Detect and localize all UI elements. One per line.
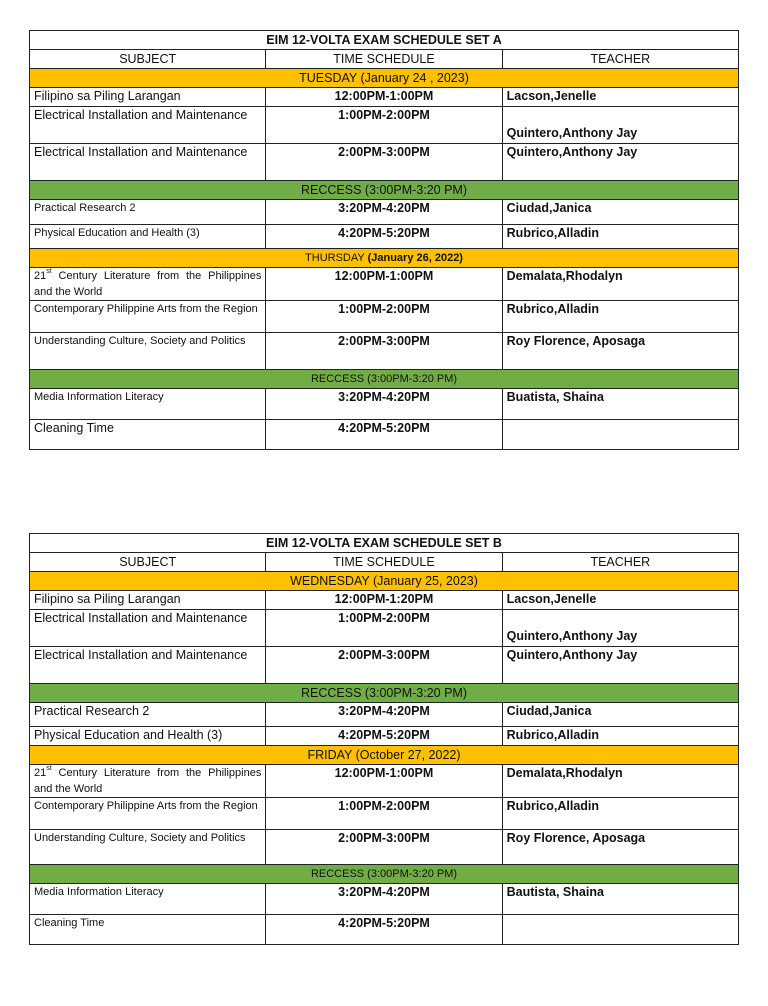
ordinal-suffix: st <box>46 268 52 275</box>
table-row <box>30 333 739 370</box>
table-row <box>30 765 739 798</box>
subject-header: SUBJECT <box>30 50 266 69</box>
day-label: TUESDAY (January 24 , 2023) <box>30 69 739 88</box>
table-row <box>30 727 739 746</box>
subject-cell: Electrical Installation and Maintenance <box>30 144 266 181</box>
day-label <box>30 249 739 268</box>
table-row <box>30 647 739 684</box>
header-row <box>30 50 739 69</box>
header-row <box>30 553 739 572</box>
time-cell: 4:20PM-5:20PM <box>266 420 502 450</box>
subject-cell: Understanding Culture, Society and Politics <box>30 333 266 370</box>
day-band <box>30 572 739 591</box>
day-band <box>30 746 739 765</box>
subject-cell: Contemporary Philippine Arts from the Region <box>30 798 266 830</box>
time-cell: 1:00PM-2:00PM <box>266 107 502 144</box>
subject-cell: Filipino sa Piling Larangan <box>30 591 266 610</box>
teacher-cell: Rubrico,Alladin <box>502 301 738 333</box>
time-cell: 1:00PM-2:00PM <box>266 301 502 333</box>
subject-cell: Physical Education and Health (3) <box>30 225 266 249</box>
time-cell: 1:00PM-2:00PM <box>266 798 502 830</box>
table-row <box>30 420 739 450</box>
subject-cell: Physical Education and Health (3) <box>30 727 266 746</box>
schedule-table-set-a <box>29 30 739 450</box>
subject-cell: Electrical Installation and Maintenance <box>30 647 266 684</box>
time-cell: 3:20PM-4:20PM <box>266 884 502 915</box>
time-header: TIME SCHEDULE <box>266 553 502 572</box>
teacher-cell <box>502 420 738 450</box>
ordinal-suffix: st <box>46 765 52 772</box>
table-row <box>30 703 739 727</box>
time-cell: 3:20PM-4:20PM <box>266 389 502 420</box>
subject-cell: Cleaning Time <box>30 915 266 945</box>
teacher-cell: Lacson,Jenelle <box>502 591 738 610</box>
time-cell: 2:00PM-3:00PM <box>266 144 502 181</box>
time-cell: 2:00PM-3:00PM <box>266 647 502 684</box>
recess-label: RECCESS (3:00PM-3:20 PM) <box>30 370 739 389</box>
recess-band <box>30 684 739 703</box>
day-label: FRIDAY (October 27, 2022) <box>30 746 739 765</box>
teacher-cell: Roy Florence, Aposaga <box>502 830 738 865</box>
table-row <box>30 225 739 249</box>
teacher-cell: Quintero,Anthony Jay <box>502 144 738 181</box>
subject-cell: Cleaning Time <box>30 420 266 450</box>
table-row <box>30 301 739 333</box>
recess-label: RECCESS (3:00PM-3:20 PM) <box>30 181 739 200</box>
time-cell: 12:00PM-1:00PM <box>266 765 502 798</box>
table-title: EIM 12-VOLTA EXAM SCHEDULE SET A <box>30 31 739 50</box>
subject-cell: Contemporary Philippine Arts from the Region <box>30 301 266 333</box>
table-title-row <box>30 534 739 553</box>
teacher-cell: Ciudad,Janica <box>502 703 738 727</box>
table-row <box>30 268 739 301</box>
teacher-cell: Rubrico,Alladin <box>502 225 738 249</box>
time-cell: 2:00PM-3:00PM <box>266 830 502 865</box>
subject-header: SUBJECT <box>30 553 266 572</box>
teacher-cell: Bautista, Shaina <box>502 884 738 915</box>
time-header: TIME SCHEDULE <box>266 50 502 69</box>
time-cell: 3:20PM-4:20PM <box>266 200 502 225</box>
subject-cell: Practical Research 2 <box>30 200 266 225</box>
table-row <box>30 144 739 181</box>
table-row <box>30 88 739 107</box>
subject-cell: Electrical Installation and Maintenance <box>30 107 266 144</box>
subject-cell: Media Information Literacy <box>30 884 266 915</box>
subject-cell: Understanding Culture, Society and Politics <box>30 830 266 865</box>
day-date: (January 26, 2022) <box>367 252 463 264</box>
subject-cell: Electrical Installation and Maintenance <box>30 610 266 647</box>
table-title-row <box>30 31 739 50</box>
recess-band <box>30 181 739 200</box>
recess-label: RECCESS (3:00PM-3:20 PM) <box>30 684 739 703</box>
time-cell: 3:20PM-4:20PM <box>266 703 502 727</box>
subject-text: Century Literature from the Philippines and the World <box>34 270 262 298</box>
teacher-cell: Rubrico,Alladin <box>502 727 738 746</box>
recess-band <box>30 865 739 884</box>
day-band <box>30 69 739 88</box>
teacher-cell: Quintero,Anthony Jay <box>502 107 738 144</box>
subject-text: Century Literature from the Philippines and the World <box>34 767 262 795</box>
table-row <box>30 107 739 144</box>
table-row <box>30 610 739 647</box>
schedule-table-set-b <box>29 533 739 945</box>
table-row <box>30 389 739 420</box>
time-cell: 1:00PM-2:00PM <box>266 610 502 647</box>
table-row <box>30 830 739 865</box>
table-row <box>30 798 739 830</box>
subject-number: 21 <box>34 767 47 779</box>
teacher-cell: Rubrico,Alladin <box>502 798 738 830</box>
teacher-header: TEACHER <box>502 553 738 572</box>
time-cell: 4:20PM-5:20PM <box>266 727 502 746</box>
teacher-cell: Quintero,Anthony Jay <box>502 647 738 684</box>
day-name: THURSDAY <box>305 252 368 264</box>
table-title: EIM 12-VOLTA EXAM SCHEDULE SET B <box>30 534 739 553</box>
teacher-cell: Ciudad,Janica <box>502 200 738 225</box>
table-row <box>30 915 739 945</box>
teacher-header: TEACHER <box>502 50 738 69</box>
teacher-cell <box>502 915 738 945</box>
time-cell: 4:20PM-5:20PM <box>266 225 502 249</box>
teacher-cell: Demalata,Rhodalyn <box>502 765 738 798</box>
teacher-cell: Roy Florence, Aposaga <box>502 333 738 370</box>
teacher-cell: Buatista, Shaina <box>502 389 738 420</box>
teacher-cell: Demalata,Rhodalyn <box>502 268 738 301</box>
teacher-cell: Lacson,Jenelle <box>502 88 738 107</box>
time-cell: 12:00PM-1:00PM <box>266 88 502 107</box>
time-cell: 2:00PM-3:00PM <box>266 333 502 370</box>
subject-number: 21 <box>34 270 47 282</box>
table-row <box>30 591 739 610</box>
recess-label: RECCESS (3:00PM-3:20 PM) <box>30 865 739 884</box>
teacher-cell: Quintero,Anthony Jay <box>502 610 738 647</box>
table-row <box>30 884 739 915</box>
subject-cell: Media Information Literacy <box>30 389 266 420</box>
day-band <box>30 249 739 268</box>
table-row <box>30 200 739 225</box>
subject-cell <box>30 765 266 798</box>
subject-cell: Practical Research 2 <box>30 703 266 727</box>
time-cell: 4:20PM-5:20PM <box>266 915 502 945</box>
day-label: WEDNESDAY (January 25, 2023) <box>30 572 739 591</box>
time-cell: 12:00PM-1:20PM <box>266 591 502 610</box>
time-cell: 12:00PM-1:00PM <box>266 268 502 301</box>
subject-cell: Filipino sa Piling Larangan <box>30 88 266 107</box>
recess-band <box>30 370 739 389</box>
subject-cell <box>30 268 266 301</box>
